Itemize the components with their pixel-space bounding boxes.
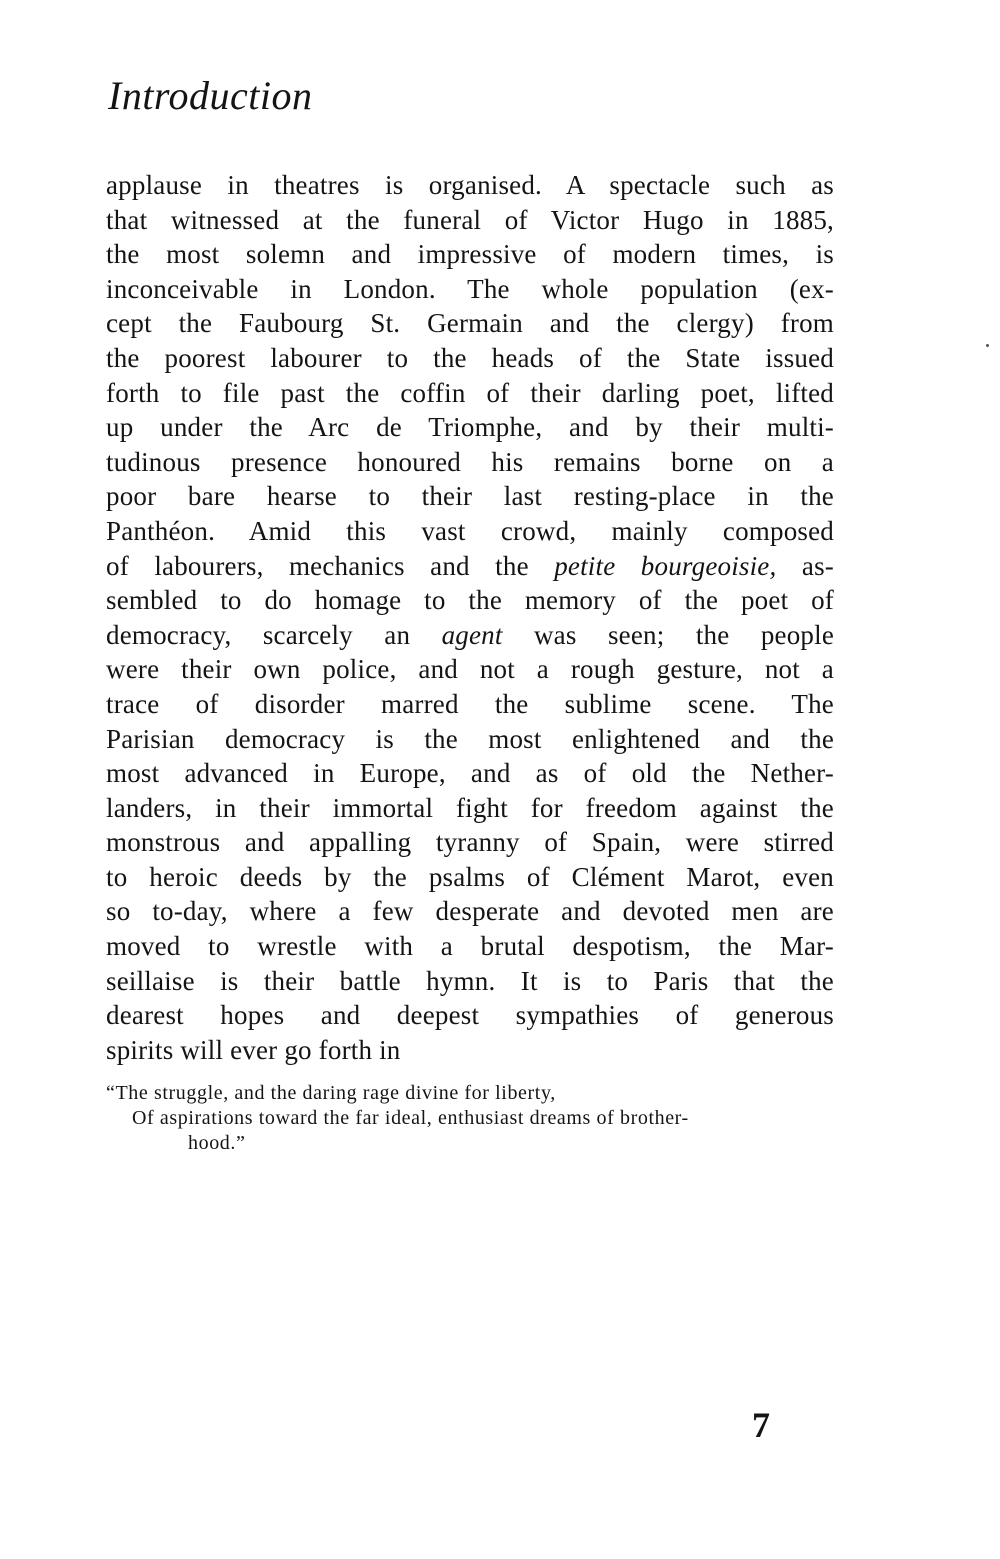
text-line: sembled to do homage to the memory of the poet of [106,585,834,616]
text-segment: as- [801,550,834,581]
text-line: moved to wrestle with a brutal despotism, the Mar- [106,931,834,962]
text-line: applause in theatres is organised. A spectacle such as [106,170,834,200]
text-line: so to-day, where a few desperate and devoted men are [106,896,834,927]
text-line: trace of disorder marred the sublime scene. The [106,688,834,719]
text-line-with-italic [106,618,834,653]
text-line-with-italic [106,549,834,584]
text-line: cept the Faubourg St. Germain and the clergy) from [106,308,834,339]
body-paragraph [106,168,834,1067]
text-segment: of labourers, mechanics and the [106,550,529,581]
text-line: poor bare hearse to their last resting-place in the [106,481,834,512]
text-line: monstrous and appalling tyranny of Spain, were stirred [106,827,834,858]
italic-phrase: petite bourgeoisie, [554,550,777,581]
text-line: up under the Arc de Triomphe, and by their multi- [106,412,834,443]
quote-line: “The struggle, and the daring rage divine for liberty, [106,1082,556,1104]
verse-quotation [106,1081,838,1156]
text-line: inconceivable in London. The whole population (ex- [106,273,834,304]
quote-line: hood.” [188,1132,246,1154]
text-line: Parisian democracy is the most enlightened and the [106,723,834,754]
text-line: forth to file past the coffin of their darling poet, lifted [106,377,834,408]
text-line: most advanced in Europe, and as of old the Nether- [106,758,834,789]
text-line: to heroic deeds by the psalms of Clément Marot, even [106,861,834,892]
text-line: Panthéon. Amid this vast crowd, mainly composed [106,515,834,546]
text-segment: was seen; the people [533,619,834,650]
text-line: seillaise is their battle hymn. It is to Paris that the [106,965,834,996]
text-line: tudinous presence honoured his remains borne on a [106,446,834,477]
text-line: the most solemn and impressive of modern times, is [106,239,834,270]
text-line: the poorest labourer to the heads of the State issued [106,342,834,373]
italic-word: agent [441,619,503,650]
quote-line: Of aspirations toward the far ideal, enthusiast dreams of brother- [132,1107,689,1129]
text-line: that witnessed at the funeral of Victor Hugo in 1885, [106,204,834,235]
page-number: 7 [752,1405,770,1445]
running-head: Introduction [108,73,313,118]
text-line: were their own police, and not a rough gesture, not a [106,654,834,685]
text-line: spirits will ever go forth in [106,1034,401,1065]
margin-speck [986,344,989,347]
text-line: landers, in their immortal fight for freedom against the [106,792,834,823]
text-segment: democracy, scarcely an [106,619,411,650]
text-line: dearest hopes and deepest sympathies of generous [106,1000,834,1031]
